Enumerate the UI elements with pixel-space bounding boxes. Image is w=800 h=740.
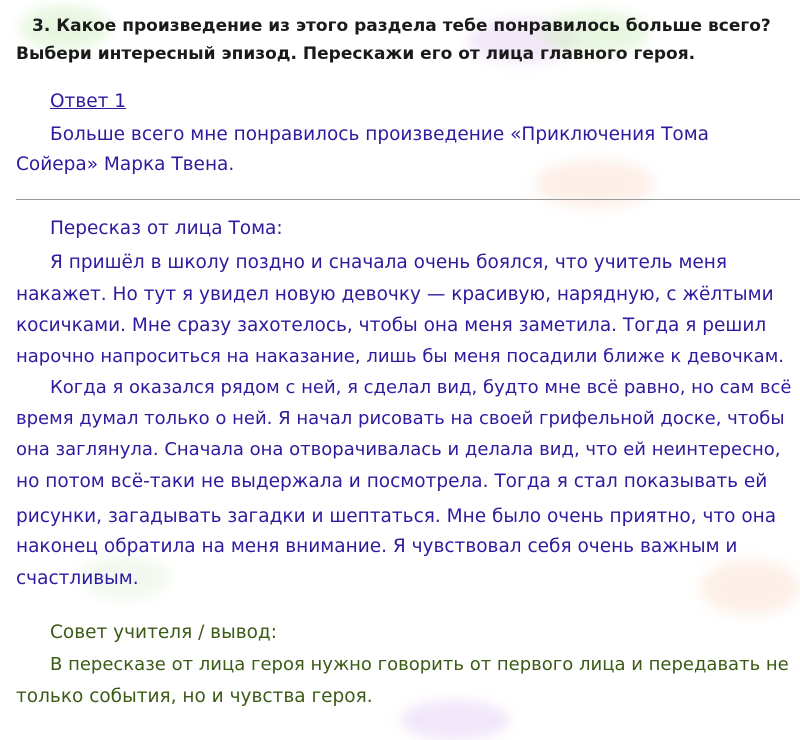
watermark-blob: [700, 560, 800, 615]
watermark-blob: [400, 700, 510, 740]
answer-heading: Ответ 1: [50, 91, 127, 112]
retelling-heading: Пересказ от лица Тома:: [50, 218, 283, 239]
retelling-line: рисунки, загадывать загадки и шептаться. Мне было очень приятно, что она: [16, 506, 777, 527]
advice-heading: Совет учителя / вывод:: [50, 622, 277, 643]
retelling-line: но потом всё-таки не выдержала и посмотрела. Тогда я стал показывать ей: [16, 471, 768, 492]
advice-line: В пересказе от лица героя нужно говорить от первого лица и передавать не: [50, 654, 789, 675]
retelling-line: Я пришёл в школу поздно и сначала очень боялся, что учитель меня: [50, 252, 728, 273]
retelling-line: время думал только о ней. Я начал рисовать на своей грифельной доске, чтобы: [16, 408, 785, 429]
retelling-line: наконец обратила на меня внимание. Я чувствовал себя очень важным и: [16, 536, 738, 557]
retelling-line: счастливым.: [16, 568, 139, 589]
retelling-line: нарочно напроситься на наказание, лишь бы меня посадили ближе к девочкам.: [16, 346, 784, 367]
retelling-line: накажет. Но тут я увидел новую девочку — красивую, нарядную, с жёлтыми: [16, 284, 774, 305]
retelling-line: Когда я оказался рядом с ней, я сделал вид, будто мне всё равно, но сам всё: [50, 377, 792, 398]
section-divider: [16, 199, 800, 200]
answer-intro-line: Сойера» Марка Твена.: [16, 154, 235, 175]
advice-line: только события, но и чувства героя.: [16, 686, 373, 707]
answer-intro-line: Больше всего мне понравилось произведение «Приключения Тома: [50, 124, 710, 145]
retelling-line: косичками. Мне сразу захотелось, чтобы она меня заметила. Тогда я решил: [16, 315, 767, 336]
question-line-2: Выбери интересный эпизод. Перескажи его от лица главного героя.: [16, 44, 696, 64]
retelling-line: она заглянула. Сначала она отворачивалась и делала вид, что ей неинтересно,: [16, 439, 781, 460]
watermark-blob: [535, 160, 655, 208]
question-line-1: 3. Какое произведение из этого раздела тебе понравилось больше всего?: [32, 16, 771, 36]
